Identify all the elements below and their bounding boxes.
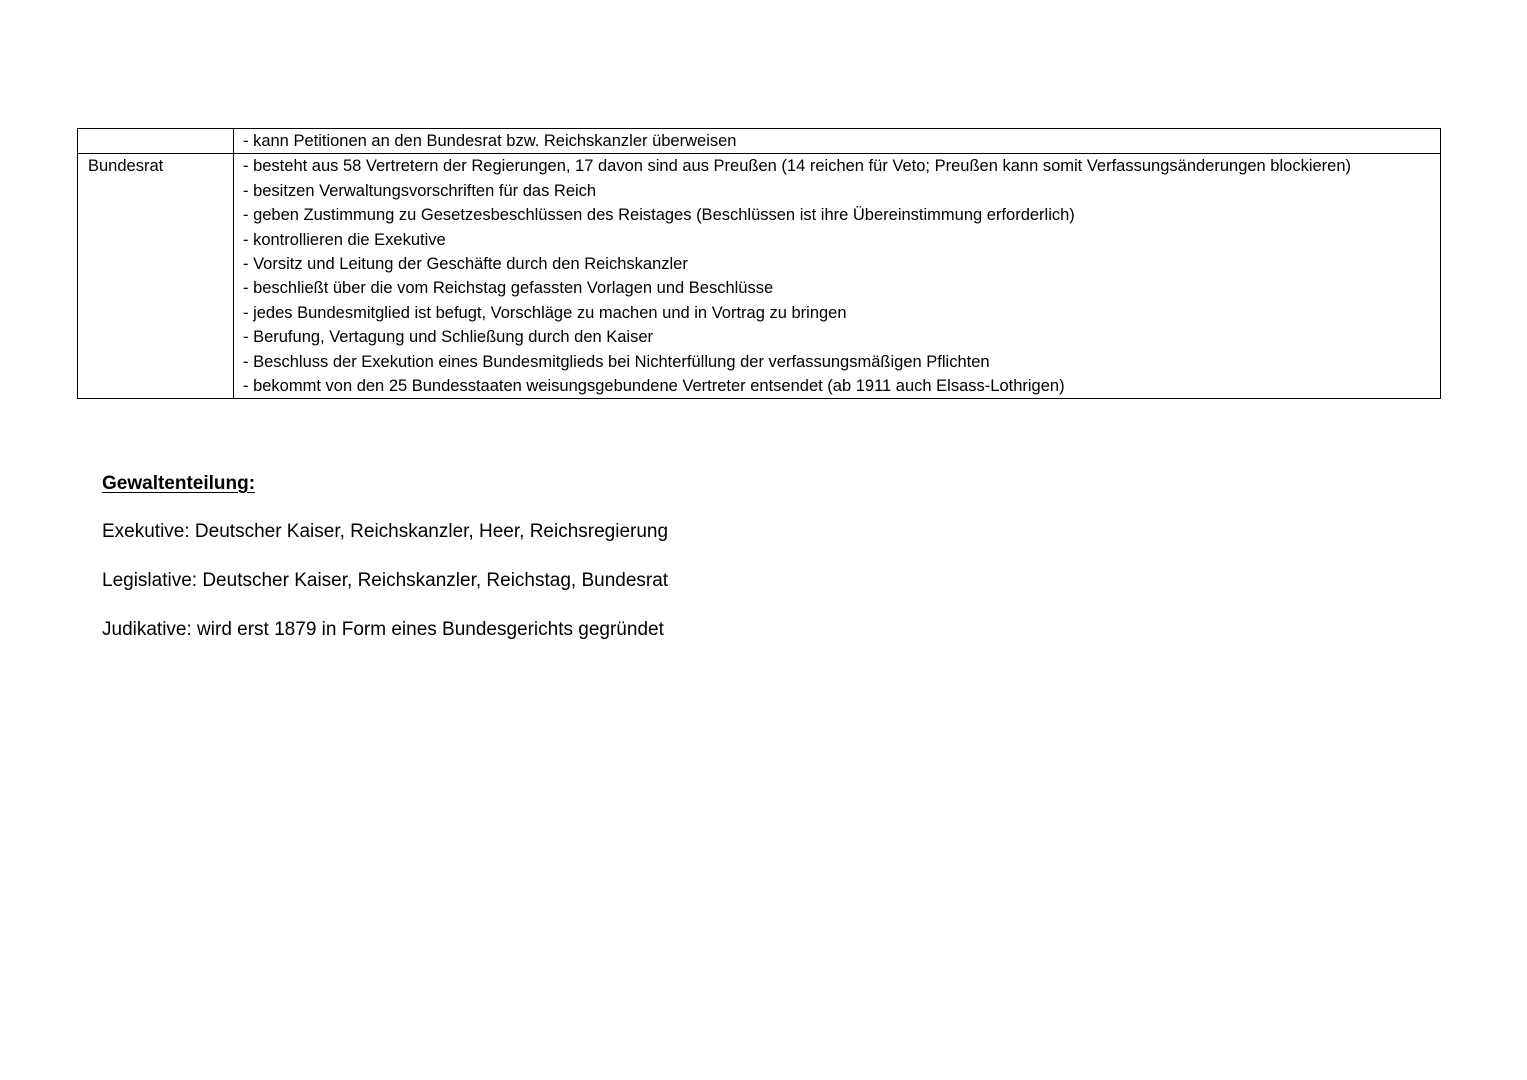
list-item: - Vorsitz und Leitung der Geschäfte durch den Reichskanzler xyxy=(243,255,688,274)
table-row-bundesrat xyxy=(78,154,1441,399)
table-row-content xyxy=(234,154,1441,399)
list-item: - besteht aus 58 Vertretern der Regierungen, 17 davon sind aus Preußen (14 reichen für Veto; Preußen kann somit Verfassungsänderungen blockieren) xyxy=(243,157,1352,176)
list-item: - Beschluss der Exekution eines Bundesmitglieds bei Nichterfüllung der verfassungsmäßigen Pflichten xyxy=(243,352,990,371)
table-row-label xyxy=(78,129,234,154)
list-item: - geben Zustimmung zu Gesetzesbeschlüssen des Reistages (Beschlüssen ist ihre Übereinstimmung erforderlich) xyxy=(243,206,1075,225)
exekutive-text: Exekutive: Deutscher Kaiser, Reichskanzler, Heer, Reichsregierung xyxy=(102,521,669,542)
legislative-text: Legislative: Deutscher Kaiser, Reichskanzler, Reichstag, Bundesrat xyxy=(102,570,669,591)
table-row xyxy=(78,129,1441,154)
organs-table xyxy=(77,128,1441,399)
section-heading: Gewaltenteilung: xyxy=(102,473,256,494)
list-item: - bekommt von den 25 Bundesstaaten weisungsgebundene Vertreter entsendet (ab 1911 auch Elsass-Lothrigen) xyxy=(243,377,1065,396)
table-row-content xyxy=(234,129,1441,154)
table-row-label: Bundesrat xyxy=(78,154,234,399)
judikative-text: Judikative: wird erst 1879 in Form eines Bundesgerichts gegründet xyxy=(102,619,664,640)
list-item: - beschließt über die vom Reichstag gefassten Vorlagen und Beschlüsse xyxy=(243,279,774,298)
list-item: - kontrollieren die Exekutive xyxy=(243,230,446,249)
list-item: - jedes Bundesmitglied ist befugt, Vorschläge zu machen und in Vortrag zu bringen xyxy=(243,303,847,322)
list-item: - besitzen Verwaltungsvorschriften für das Reich xyxy=(243,181,597,200)
list-item: - kann Petitionen an den Bundesrat bzw. Reichskanzler überweisen xyxy=(243,132,737,150)
list-item: - Berufung, Vertagung und Schließung durch den Kaiser xyxy=(243,328,654,347)
